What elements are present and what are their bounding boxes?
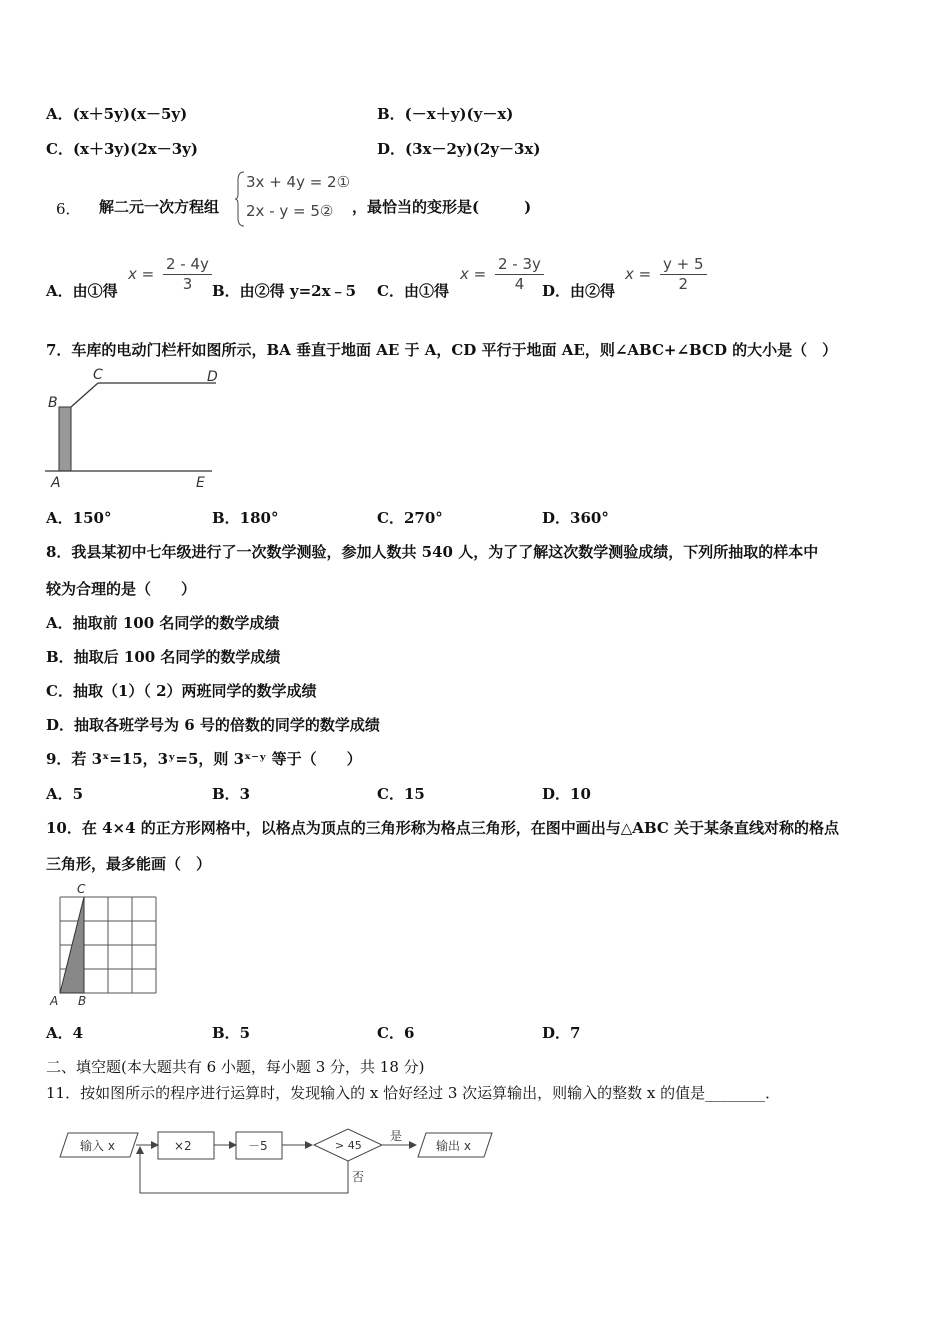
q8-stem-line1: 8．我县某初中七年级进行了一次数学测验，参加人数共 540 人，为了了解这次数学测验成绩，下列所抽取的样本中 xyxy=(46,543,819,561)
label-b: B xyxy=(78,994,87,1008)
q5-option-b: B．(－x＋y)(y－x) xyxy=(377,105,514,123)
q10-stem-line2: 三角形，最多能画（ ） xyxy=(46,855,212,873)
label-d: D xyxy=(207,369,218,385)
q8-option-a: A．抽取前 100 名同学的数学成绩 xyxy=(46,614,280,632)
q11-flowchart xyxy=(50,1125,500,1200)
label-e: E xyxy=(196,475,205,491)
q6-d-lhs: x = xyxy=(625,264,652,283)
q6-option-c-formula xyxy=(460,255,544,294)
label-b: B xyxy=(48,395,58,411)
q6-stem-tail: ，最恰当的变形是( ) xyxy=(352,198,532,216)
q5-option-a: A．(x＋5y)(x－5y) xyxy=(46,105,188,123)
q8-option-c: C．抽取（1）（ 2）两班同学的数学成绩 xyxy=(46,682,317,700)
q9-option-c: C．15 xyxy=(377,785,425,803)
label-a: A xyxy=(50,994,59,1008)
q6-d-denominator: 2 xyxy=(678,275,689,293)
q6-option-a-formula xyxy=(128,255,212,294)
q10-grid-figure xyxy=(44,880,162,1008)
q6-a-lhs: x = xyxy=(128,264,155,283)
q6-option-d-formula xyxy=(625,255,707,294)
section-2-title: 二、填空题(本大题共有 6 小题，每小题 3 分，共 18 分) xyxy=(46,1058,425,1076)
q9-option-a: A．5 xyxy=(46,785,84,803)
label-c: C xyxy=(77,882,86,896)
q8-option-b: B．抽取后 100 名同学的数学成绩 xyxy=(46,648,281,666)
q6-number: 6． xyxy=(56,200,81,218)
q6-option-d-label: D．由②得 xyxy=(542,282,616,300)
flow-minus5-text: －5 xyxy=(248,1139,268,1153)
q6-brace xyxy=(234,170,246,228)
q10-option-b: B．5 xyxy=(212,1024,251,1042)
q8-option-d: D．抽取各班学号为 6 号的倍数的同学的数学成绩 xyxy=(46,716,380,734)
q6-a-denominator: 3 xyxy=(182,275,193,293)
label-a: A xyxy=(51,475,61,491)
q7-option-d: D．360° xyxy=(542,509,609,527)
flow-condition-text: > 45 xyxy=(335,1139,362,1152)
q7-option-a: A．150° xyxy=(46,509,112,527)
q6-option-c-label: C．由①得 xyxy=(377,282,449,300)
q6-a-numerator: 2 - 4y xyxy=(163,255,212,275)
gate-post xyxy=(59,407,71,471)
q6-d-numerator: y + 5 xyxy=(660,255,707,275)
q6-stem: 解二元一次方程组 xyxy=(99,198,220,216)
flow-yes-label: 是 xyxy=(390,1129,403,1143)
q6-c-denominator: 4 xyxy=(514,275,525,293)
flow-output-text: 输出 x xyxy=(436,1139,471,1153)
label-c: C xyxy=(93,367,103,383)
q8-stem-line2: 较为合理的是（ ） xyxy=(46,580,197,598)
q6-c-lhs: x = xyxy=(460,264,487,283)
q9-stem: 9．若 3ˣ=15，3ʸ=5，则 3ˣ⁻ʸ 等于（ ） xyxy=(46,750,362,768)
q10-option-d: D．7 xyxy=(542,1024,581,1042)
q7-option-b: B．180° xyxy=(212,509,279,527)
q7-option-c: C．270° xyxy=(377,509,443,527)
q10-option-a: A．4 xyxy=(46,1024,84,1042)
q6-option-b: B．由②得 y=2x﹣5 xyxy=(212,282,357,300)
q10-option-c: C．6 xyxy=(377,1024,415,1042)
q5-option-d: D．(3x－2y)(2y－3x) xyxy=(377,140,541,158)
q10-stem-line1: 10．在 4×4 的正方形网格中，以格点为顶点的三角形称为格点三角形，在图中画出与△ABC 关于某条直线对称的格点 xyxy=(46,819,840,837)
q9-option-b: B．3 xyxy=(212,785,251,803)
flow-input-text: 输入 x xyxy=(80,1139,115,1153)
q6-equation-2: 2x - y = 5② xyxy=(246,202,334,220)
q5-option-c: C．(x＋3y)(2x－3y) xyxy=(46,140,198,158)
flow-loop-arrow xyxy=(140,1147,348,1193)
q7-stem: 7．车库的电动门栏杆如图所示，BA 垂直于地面 AE 于 A，CD 平行于地面 AE，则∠ABC+∠BCD 的大小是（ ） xyxy=(46,341,838,359)
q6-option-a-label: A．由①得 xyxy=(46,282,118,300)
q6-c-numerator: 2 - 3y xyxy=(495,255,544,275)
flow-no-label: 否 xyxy=(352,1170,365,1184)
q9-option-d: D．10 xyxy=(542,785,591,803)
q6-equation-1: 3x + 4y = 2① xyxy=(246,173,351,191)
flow-times2-text: ×2 xyxy=(174,1139,192,1153)
segment-bc xyxy=(71,383,98,407)
q7-gate-figure xyxy=(40,365,230,495)
q11-stem: 11．按如图所示的程序进行运算时，发现输入的 x 恰好经过 3 次运算输出，则输入的整数 x 的值是________． xyxy=(46,1084,781,1102)
